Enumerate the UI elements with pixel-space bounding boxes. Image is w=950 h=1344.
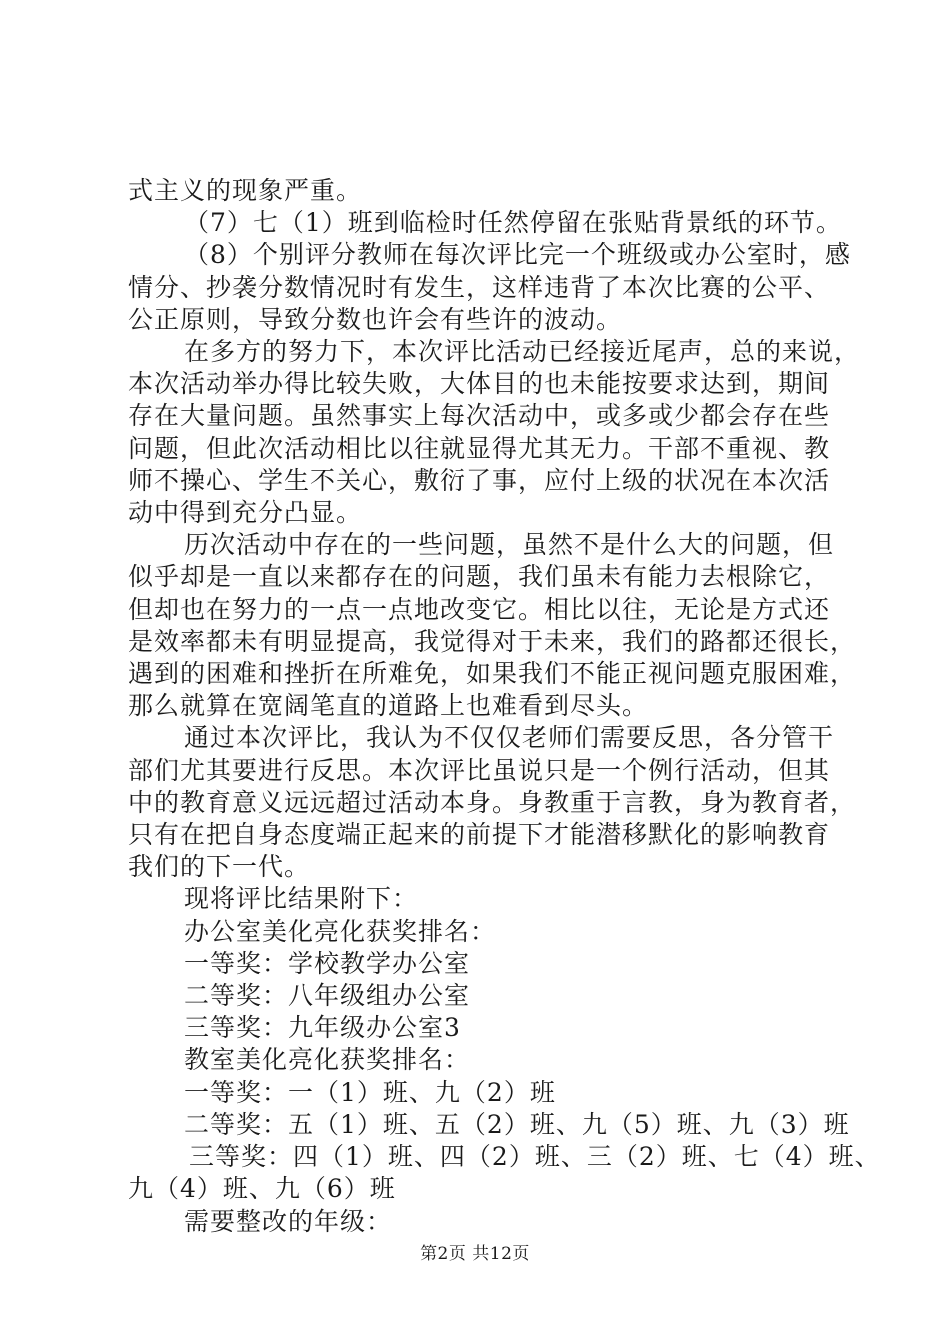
text-line: 那么就算在宽阔笔直的道路上也难看到尽头。 [128, 691, 649, 721]
text-line: 三等奖：四（1）班、四（2）班、三（2）班、七（4）班、 [189, 1142, 881, 1172]
text-line: 存在大量问题。虽然事实上每次活动中，或多或少都会存在些 [128, 401, 831, 431]
text-line: 九（4）班、九（6）班 [128, 1174, 396, 1204]
text-line: 通过本次评比，我认为不仅仅老师们需要反思，各分管干 [184, 723, 835, 753]
text-line: 一等奖：学校教学办公室 [184, 948, 471, 978]
text-line: 我们的下一代。 [128, 852, 311, 882]
text-line: 需要整改的年级： [184, 1206, 393, 1236]
text-line: 部们尤其要进行反思。本次评比虽说只是一个例行活动，但其 [128, 755, 831, 785]
text-line: 本次活动举办得比较失败，大体目的也未能按要求达到，期间 [128, 369, 831, 399]
text-line: 中的教育意义远远超过活动本身。身教重于言教，身为教育者， [128, 787, 857, 817]
page-footer [0, 1243, 950, 1265]
text-line: 现将评比结果附下： [184, 884, 419, 914]
text-line: 问题，但此次活动相比以往就显得尤其无力。干部不重视、教 [128, 433, 831, 463]
text-line: 似乎却是一直以来都存在的问题，我们虽未有能力去根除它， [128, 562, 831, 592]
text-line: 教室美化亮化获奖排名： [184, 1045, 471, 1075]
text-line: 三等奖：九年级办公室3 [184, 1013, 461, 1043]
text-line: 一等奖：一（1）班、九（2）班 [184, 1077, 556, 1107]
page-number-label: 第2页 共12页 [420, 1244, 530, 1264]
text-line: 二等奖：八年级组办公室 [184, 981, 471, 1011]
text-line: 师不操心、学生不关心，敷衍了事，应付上级的状况在本次活 [128, 465, 831, 495]
text-line: 历次活动中存在的一些问题，虽然不是什么大的问题，但 [184, 530, 835, 560]
text-line: 二等奖：五（1）班、五（2）班、九（5）班、九（3）班 [184, 1109, 850, 1139]
text-line: 遇到的困难和挫折在所难免，如果我们不能正视问题克服困难， [128, 659, 857, 689]
text-line: 情分、抄袭分数情况时有发生，这样违背了本次比赛的公平、 [128, 272, 831, 302]
text-line: 但却也在努力的一点一点地改变它。相比以往，无论是方式还 [128, 594, 831, 624]
text-line: 在多方的努力下，本次评比活动已经接近尾声，总的来说， [184, 337, 861, 367]
text-line: （7）七（1）班到临检时任然停留在张贴背景纸的环节。 [184, 208, 842, 238]
text-line: 只有在把自身态度端正起来的前提下才能潜移默化的影响教育 [128, 820, 831, 850]
text-line: 动中得到充分凸显。 [128, 498, 363, 528]
text-line: 办公室美化亮化获奖排名： [184, 916, 497, 946]
text-line: 是效率都未有明显提高，我觉得对于未来，我们的路都还很长， [128, 626, 857, 656]
text-line: （8）个别评分教师在每次评比完一个班级或办公室时，感 [184, 240, 851, 270]
text-line: 式主义的现象严重。 [128, 176, 363, 205]
text-line: 公正原则，导致分数也许会有些许的波动。 [128, 304, 623, 334]
body-text [128, 175, 881, 1238]
